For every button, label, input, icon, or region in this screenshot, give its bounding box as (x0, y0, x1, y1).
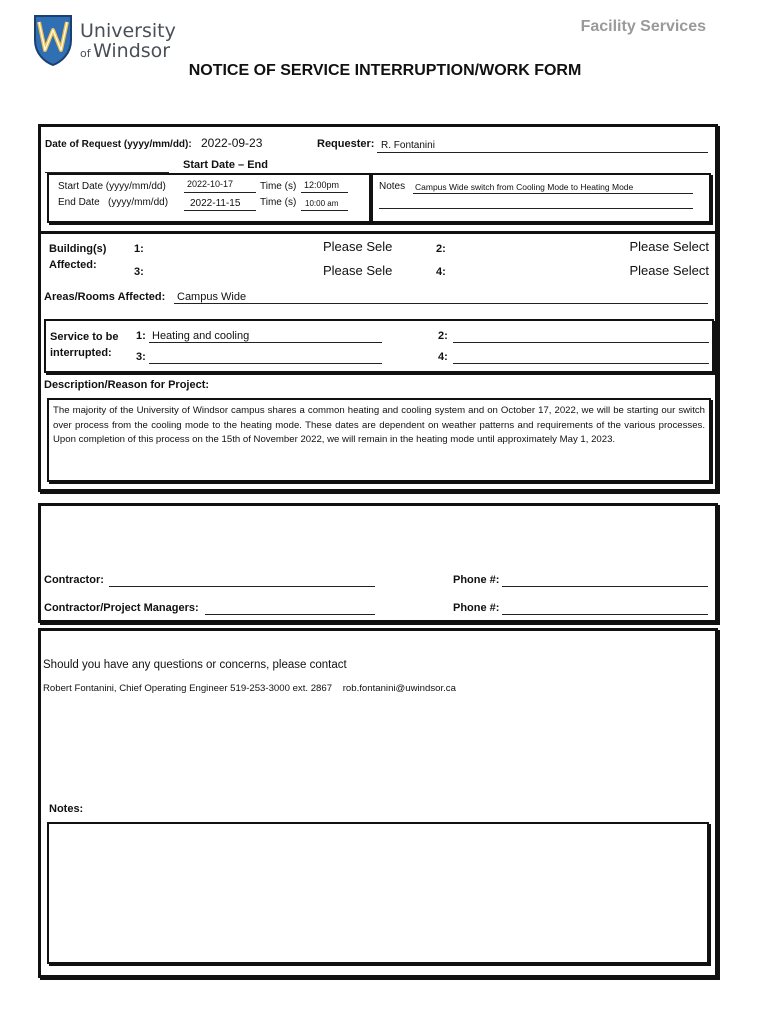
requester-label: Requester: (317, 138, 375, 150)
service-4-num: 4: (438, 351, 448, 363)
start-date-label: Start Date (yyyy/mm/dd) (58, 181, 166, 192)
contractor-line[interactable] (109, 586, 375, 587)
building-4-num: 4: (436, 266, 446, 278)
phone-line[interactable] (502, 586, 708, 587)
date-request-label: Date of Request (yyyy/mm/dd): (45, 139, 192, 150)
requester-line (377, 152, 708, 153)
service-1-line (149, 342, 382, 343)
end-date-line (184, 210, 256, 211)
requester-value[interactable]: R. Fontanini (381, 140, 435, 151)
service-label-2: interrupted: (50, 347, 112, 359)
service-4-line (453, 363, 709, 364)
request-section (38, 124, 718, 492)
notes-area[interactable] (47, 822, 709, 964)
areas-label: Areas/Rooms Affected: (44, 291, 166, 303)
logo-university: University (80, 20, 176, 42)
contact-details: Robert Fontanini, Chief Operating Engineer 519-253-3000 ext. 2867 rob.fontanini@uwindsor.ca (43, 683, 456, 694)
notes-value[interactable]: Campus Wide switch from Cooling Mode to Heating Mode (415, 182, 634, 192)
building-3-num: 3: (134, 266, 144, 278)
building-1-num: 1: (134, 243, 144, 255)
logo-windsor: Windsor (93, 40, 171, 62)
phone2-label: Phone #: (453, 602, 500, 614)
end-time-value[interactable]: 10:00 am (305, 199, 339, 208)
shield-icon (33, 14, 73, 66)
logo-of: of (80, 47, 91, 60)
building-1-select[interactable]: Please Sele (323, 239, 393, 254)
start-time-line (301, 192, 348, 193)
notes-line-2 (379, 208, 693, 209)
buildings-label-2: Affected: (49, 259, 97, 271)
service-3-num: 3: (136, 351, 146, 363)
start-time-label: Time (s) (260, 181, 297, 192)
building-2-select[interactable]: Please Select (629, 239, 709, 254)
end-time-line (301, 210, 348, 211)
contact-intro: Should you have any questions or concerns, please contact (43, 659, 347, 671)
service-box (44, 319, 714, 373)
phone2-line[interactable] (502, 614, 708, 615)
manager-label: Contractor/Project Managers: (44, 602, 199, 614)
notes-section-label: Notes: (49, 803, 84, 815)
notes-box (371, 173, 711, 223)
dates-box (47, 173, 371, 223)
date-request-value[interactable]: 2022-09-23 (201, 136, 263, 150)
start-date-line (184, 192, 256, 193)
areas-value[interactable]: Campus Wide (177, 291, 247, 303)
phone-label: Phone #: (453, 574, 500, 586)
start-end-label: Start Date – End (183, 159, 268, 171)
service-1-num: 1: (136, 330, 146, 342)
end-time-label: Time (s) (260, 197, 297, 208)
notes-line-1 (413, 193, 693, 194)
service-label-1: Service to be (50, 331, 119, 343)
service-2-line (453, 342, 709, 343)
department-label: Facility Services (580, 18, 706, 35)
contractor-section (38, 503, 718, 623)
end-date-value[interactable]: 2022-11-15 (190, 198, 241, 209)
buildings-label-1: Building(s) (49, 243, 107, 255)
end-date-label: End Date (yyyy/mm/dd) (58, 197, 169, 208)
service-3-line (149, 363, 382, 364)
contractor-label: Contractor: (44, 574, 104, 586)
building-3-select[interactable]: Please Sele (323, 263, 393, 278)
contact-section (38, 628, 718, 978)
notes-label: Notes (379, 181, 406, 192)
manager-line[interactable] (205, 614, 375, 615)
service-2-num: 2: (438, 330, 448, 342)
description-text: The majority of the University of Windsor campus shares a common heating and cooling system and on October 17, 2022, we will be starting our switch over process from the cooling mode to the heating mode. These dates are dependent on weather patterns and requirements of the various processes. Upon completion of this process on the 15th of November 2022, we will remain in the heating mode until approximately May 1, 2023. (53, 405, 705, 445)
start-time-value[interactable]: 12:00pm (304, 180, 340, 190)
building-4-select[interactable]: Please Select (629, 263, 709, 278)
service-1-value[interactable]: Heating and cooling (152, 330, 250, 342)
description-box[interactable] (47, 398, 711, 482)
start-date-value[interactable]: 2022-10-17 (187, 179, 234, 189)
description-label: Description/Reason for Project: (44, 379, 210, 391)
buildings-box (41, 231, 715, 234)
areas-line (174, 303, 708, 304)
building-2-num: 2: (436, 243, 446, 255)
page-title: NOTICE OF SERVICE INTERRUPTION/WORK FORM (188, 62, 582, 79)
